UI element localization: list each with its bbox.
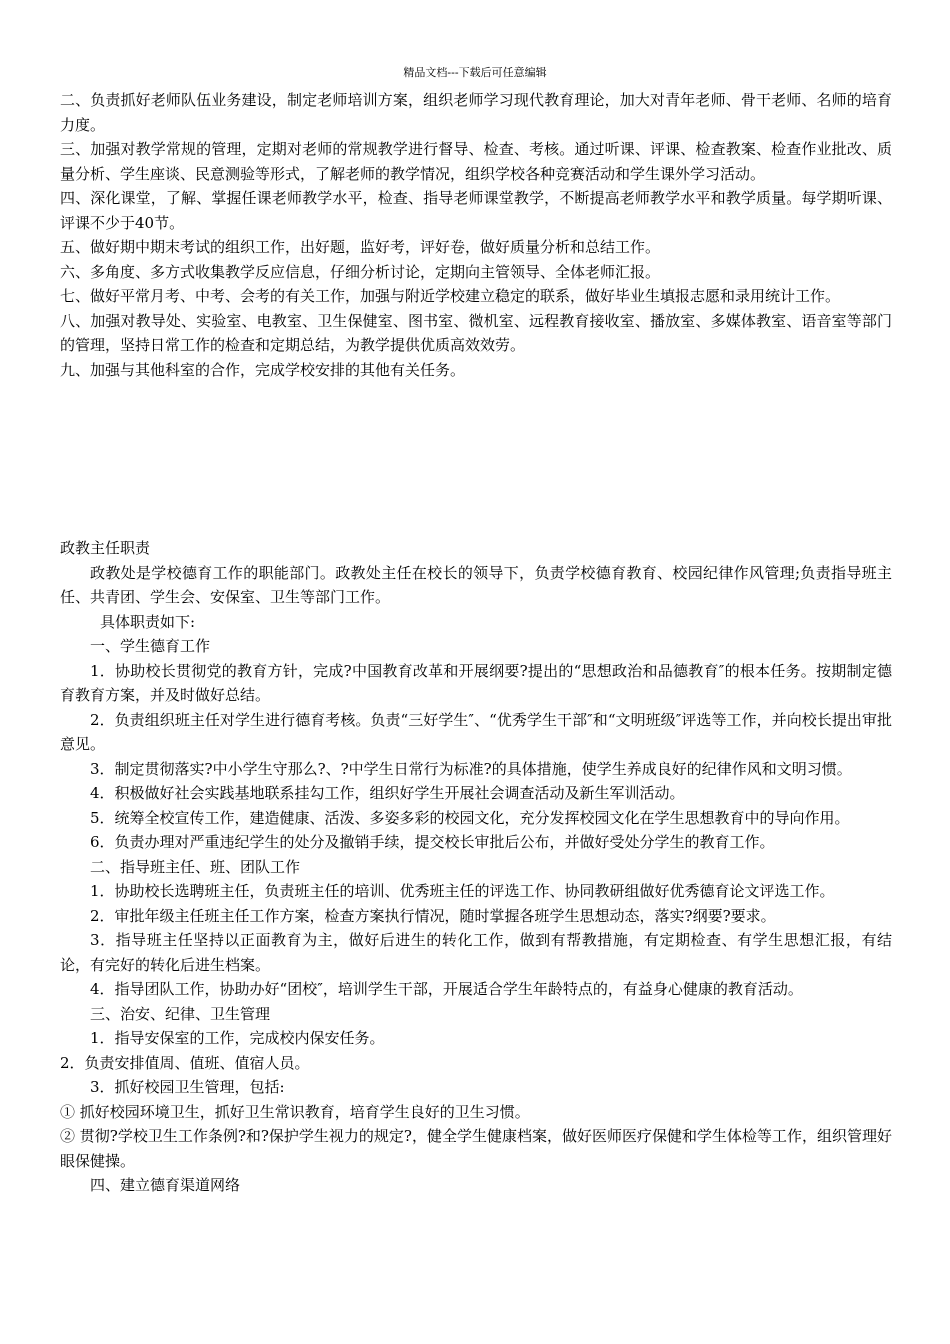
- list-item: 1．指导安保室的工作，完成校内保安任务。: [90, 1029, 385, 1047]
- part-heading: 一、学生德育工作: [90, 637, 211, 655]
- duties-label: 具体职责如下:: [100, 612, 196, 631]
- political-director-section: [60, 536, 892, 1198]
- academic-duties-section: [60, 88, 892, 382]
- list-item: 3．制定贯彻落实?中小学生守那么?、?中学生日常行为标准?的具体措施，使学生养成良好的纪律作风和文明习惯。: [90, 759, 852, 778]
- part-heading: 三、治安、纪律、卫生管理: [90, 1004, 271, 1023]
- list-item: 1．协助校长选聘班主任，负责班主任的培训、优秀班主任的评选工作、协同教研组做好优秀德育论文评选工作。: [90, 882, 835, 900]
- sub-item: ① 抓好校园环境卫生，抓好卫生常识教育，培育学生良好的卫生习惯。: [60, 1102, 530, 1121]
- paragraph: 九、加强与其他科室的合作，完成学校安排的其他有关任务。: [60, 360, 466, 379]
- list-item: 3．指导班主任坚持以正面教育为主，做好后进生的转化工作，做到有帮教措施，有定期检查、有学生思想汇报，有结论，有完好的转化后进生档案。: [60, 931, 892, 974]
- list-item: 4．积极做好社会实践基地联系挂勾工作，组织好学生开展社会调查活动及新生军训活动。: [90, 784, 685, 802]
- list-item: 4．指导团队工作，协助办好“团校″，培训学生干部，开展适合学生年龄特点的，有益身心健康的教育活动。: [90, 980, 803, 998]
- part-heading: 四、建立德育渠道网络: [90, 1176, 241, 1194]
- section-title: 政教主任职责: [60, 539, 151, 557]
- paragraph: 二、负责抓好老师队伍业务建设，制定老师培训方案，组织老师学习现代教育理论，加大对青年老师、骨干老师、名师的培育力度。: [60, 91, 892, 134]
- paragraph: 六、多角度、多方式收集教学反应信息，仔细分析讨论，定期向主管领导、全体老师汇报。: [60, 262, 661, 281]
- paragraph: 四、深化课堂，了解、掌握任课老师教学水平，检查、指导老师课堂教学，不断提高老师教学水平和教学质量。每学期听课、评课不少于40节。: [60, 189, 892, 232]
- paragraph: 五、做好期中期末考试的组织工作，出好题，监好考，评好卷，做好质量分析和总结工作。: [60, 238, 661, 256]
- intro-paragraph: 政教处是学校德育工作的职能部门。政教处主任在校长的领导下，负责学校德育教育、校园纪律作风管理;负责指导班主任、共青团、学生会、安保室、卫生等部门工作。: [60, 563, 892, 606]
- sub-item: ② 贯彻?学校卫生工作条例?和?保护学生视力的规定?，健全学生健康档案，做好医师医疗保健和学生体检等工作，组织管理好眼保健操。: [60, 1127, 892, 1170]
- list-item: 2．负责组织班主任对学生进行德育考核。负责“三好学生″、“优秀学生干部″和“文明班级″评选等工作，并向校长提出审批意见。: [60, 710, 892, 753]
- list-item: 2．审批年级主任班主任工作方案，检查方案执行情况，随时掌握各班学生思想动态，落实?纲要?要求。: [90, 906, 776, 925]
- list-item: 2．负责安排值周、值班、值宿人员。: [60, 1053, 310, 1072]
- list-item: 6．负责办理对严重违纪学生的处分及撤销手续，提交校长审批后公布，并做好受处分学生的教育工作。: [90, 833, 775, 851]
- paragraph: 八、加强对教导处、实验室、电教室、卫生保健室、图书室、微机室、远程教育接收室、播放室、多媒体教室、语音室等部门的管理，坚持日常工作的检查和定期总结，为教学提供优质高效效劳。: [60, 311, 892, 354]
- part-heading: 二、指导班主任、班、团队工作: [90, 857, 301, 876]
- list-item: 3．抓好校园卫生管理，包括:: [90, 1078, 285, 1096]
- paragraph: 三、加强对教学常规的管理，定期对老师的常规教学进行督导、检查、考核。通过听课、评课、检查教案、检查作业批改、质量分析、学生座谈、民意测验等形式，了解老师的教学情况，组织学校各种竞赛活动和学生课外学习活动。: [60, 140, 892, 183]
- page-header: 精品文档---下载后可任意编辑: [403, 66, 547, 79]
- list-item: 5．统筹全校宣传工作，建造健康、活泼、多姿多彩的校园文化，充分发挥校园文化在学生思想教育中的导向作用。: [90, 808, 850, 827]
- paragraph: 七、做好平常月考、中考、会考的有关工作，加强与附近学校建立稳定的联系，做好毕业生填报志愿和录用统计工作。: [60, 287, 841, 305]
- list-item: 1．协助校长贯彻党的教育方针，完成?中国教育改革和开展纲要?提出的“思想政治和品德教育″的根本任务。按期制定德育教育方案，并及时做好总结。: [60, 661, 892, 704]
